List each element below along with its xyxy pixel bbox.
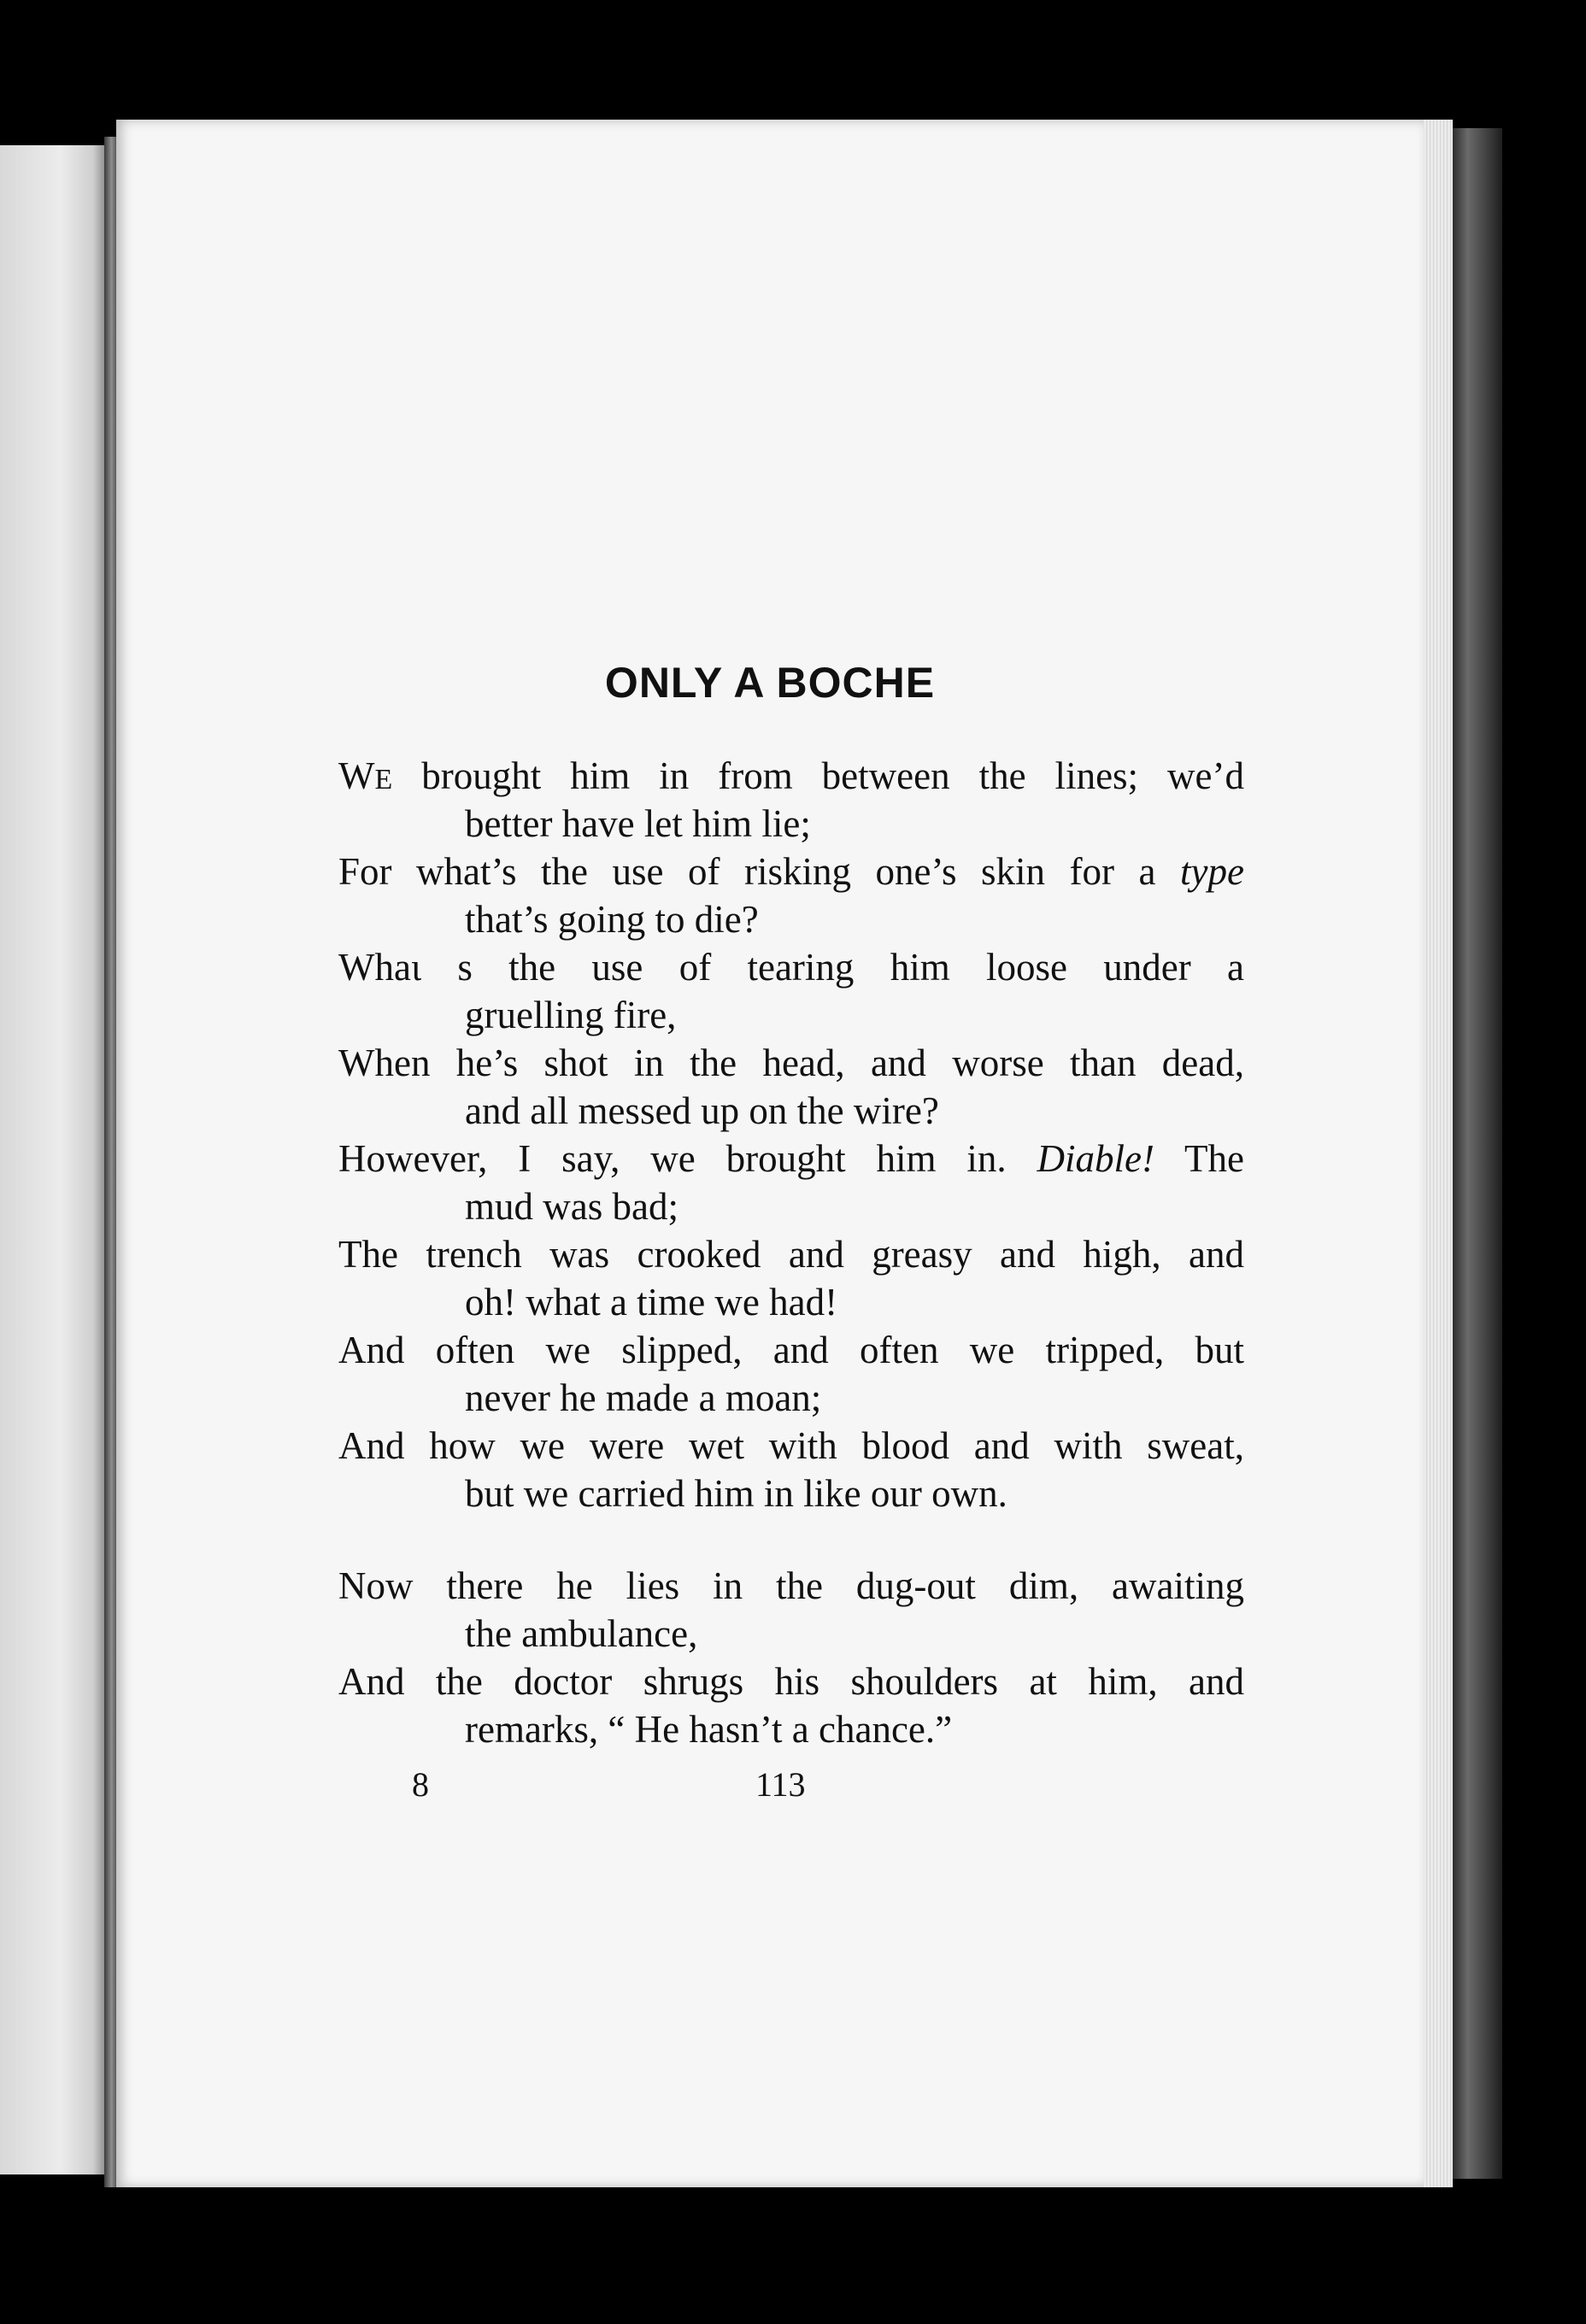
verse-line-continuation: oh! what a time we had! — [465, 1281, 838, 1323]
verse-line — [338, 848, 1244, 895]
verse-line-continuation: the ambulance, — [465, 1612, 698, 1655]
small-caps-text: E — [374, 764, 393, 795]
verse-text: W — [338, 754, 375, 797]
verse-text: For what’s the use of risking one’s skin for a — [338, 850, 1181, 893]
verse-text: Now there he lies in the dug-out dim, awaiting — [338, 1564, 1244, 1607]
poem-body — [338, 752, 1244, 1753]
verse-text: And how we were wet with blood and with sweat, — [338, 1424, 1244, 1467]
verse-text: And often we slipped, and often we tripped, but — [338, 1329, 1244, 1371]
verse-line-continuation: mud was bad; — [465, 1185, 678, 1228]
left-page-edge — [0, 145, 109, 2174]
verse-line-continuation: remarks, “ He hasn’t a chance.” — [465, 1708, 953, 1751]
verse-line — [338, 1135, 1244, 1183]
stanza-1 — [338, 752, 1244, 1517]
poem-title: ONLY A BOCHE — [604, 659, 936, 707]
page-number: 113 — [755, 1765, 806, 1804]
verse-line-continuation: never he made a moan; — [465, 1376, 822, 1419]
stanza-break — [338, 1517, 1244, 1562]
italic-word: type — [1180, 850, 1244, 893]
verse-text: However, I say, we brought him in. — [338, 1137, 1037, 1180]
verse-line — [338, 1658, 1244, 1705]
signature-mark: 8 — [412, 1765, 429, 1804]
verse-text: And the doctor shrugs his shoulders at him, and — [338, 1660, 1244, 1703]
verse-line — [338, 943, 1244, 991]
verse-text: The — [1154, 1137, 1245, 1180]
verse-line-continuation: that’s going to die? — [465, 898, 759, 941]
book-gutter — [104, 137, 116, 2187]
verse-line-continuation: but we carried him in like our own. — [465, 1472, 1007, 1515]
italic-word: Diable! — [1037, 1137, 1154, 1180]
page-block-edge — [1424, 120, 1453, 2187]
verse-line-continuation: and all messed up on the wire? — [465, 1089, 939, 1132]
verse-line — [338, 1422, 1244, 1470]
verse-text: When he’s shot in the head, and worse than dead, — [338, 1042, 1244, 1084]
verse-text: Whaι s the use of tearing him loose under a — [338, 946, 1244, 989]
verse-line — [338, 1562, 1244, 1610]
verse-line — [338, 1326, 1244, 1374]
verse-line-continuation: better have let him lie; — [465, 802, 811, 845]
verse-line-continuation: gruelling fire, — [465, 994, 677, 1036]
verse-line — [338, 1230, 1244, 1278]
verse-line — [338, 1039, 1244, 1087]
stanza-2 — [338, 1562, 1244, 1753]
verse-line — [338, 752, 1244, 800]
verse-text: brought him in from between the lines; we’d — [392, 754, 1244, 797]
verse-text: The trench was crooked and greasy and high, and — [338, 1233, 1244, 1276]
book-cover-edge — [1453, 128, 1502, 2179]
